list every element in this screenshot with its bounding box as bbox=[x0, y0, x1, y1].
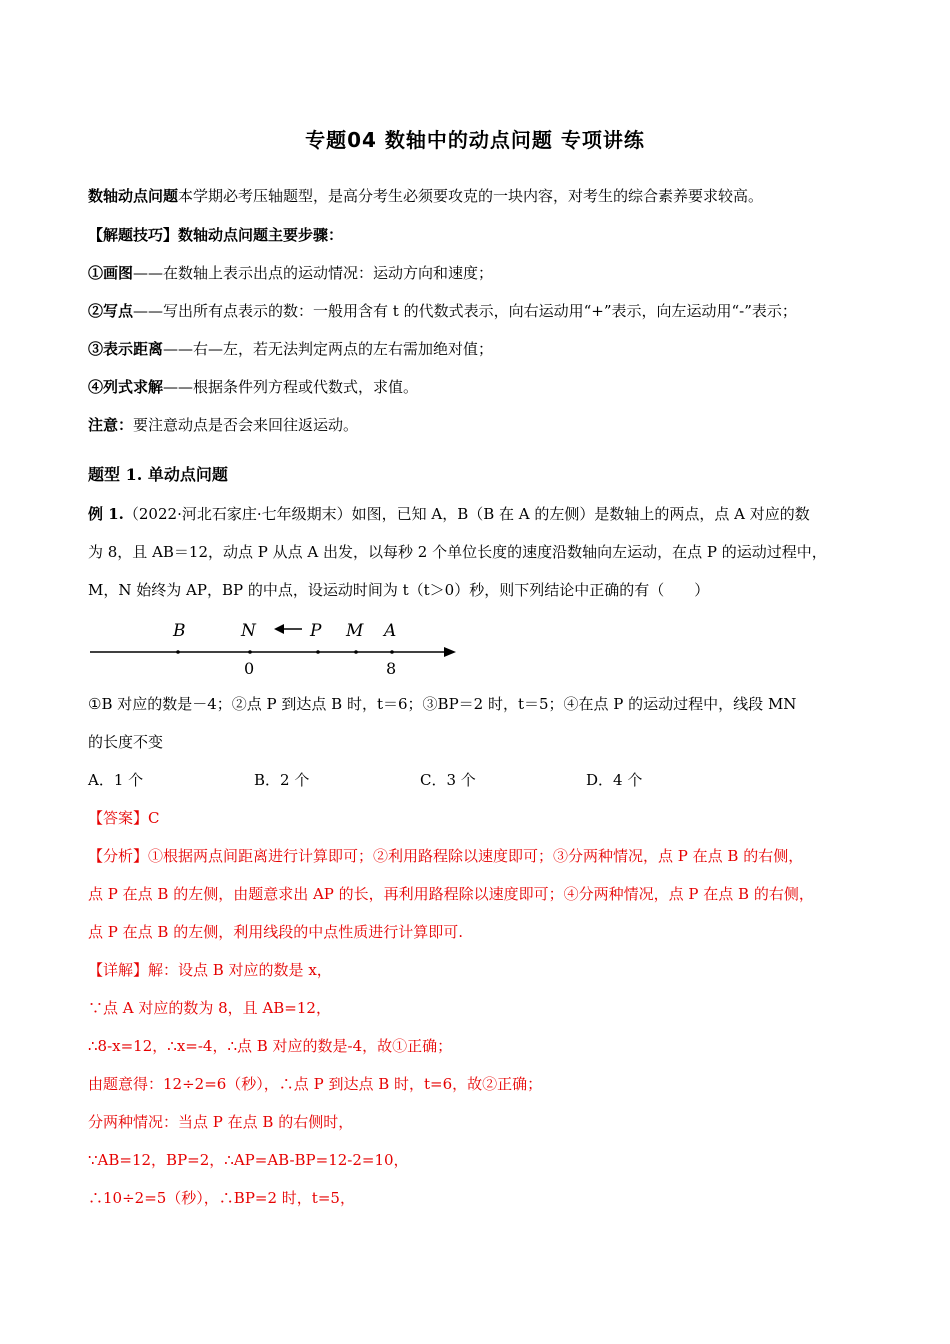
note-text: 要注意动点是否会来回往返运动。 bbox=[133, 416, 359, 434]
note bbox=[88, 414, 880, 436]
example-line-1 bbox=[88, 503, 880, 525]
solution-line: 【详解】解：设点 B 对应的数是 x， bbox=[88, 961, 332, 979]
example-line-2: 为 8，且 AB＝12，动点 P 从点 A 出发，以每秒 2 个单位长度的速度沿数轴向左运动，在点 P 的运动过程中， bbox=[88, 543, 827, 561]
step-3 bbox=[88, 338, 880, 360]
point-label-p: P bbox=[310, 621, 322, 641]
analysis-line-2: 点 P 在点 B 的左侧，由题意求出 AP 的长，再利用路程除以速度即可；④分两种情况，点 P 在点 B 的右侧， bbox=[88, 885, 814, 903]
step-2 bbox=[88, 300, 880, 322]
solution-line: 由题意得：12÷2=6（秒），∴点 P 到达点 B 时，t=6，故②正确； bbox=[88, 1075, 543, 1093]
intro-bold: 数轴动点问题 bbox=[88, 187, 179, 205]
solution-line: ∴10÷2=5（秒），∴BP=2 时，t=5， bbox=[88, 1189, 355, 1207]
step-label: ②写点 bbox=[88, 302, 134, 320]
example-text: （2022·河北石家庄·七年级期末）如图，已知 A，B（B 在 A 的左侧）是数轴上的两点，点 A 对应的数 bbox=[123, 505, 810, 523]
tick-point-m bbox=[354, 650, 358, 654]
point-label-m: M bbox=[346, 621, 364, 641]
note-label: 注意： bbox=[88, 416, 134, 434]
tick-point-p bbox=[316, 650, 320, 654]
solution-line: ∵AB=12，BP=2，∴AP=AB-BP=12-2=10， bbox=[88, 1151, 409, 1169]
intro-paragraph bbox=[88, 185, 880, 207]
option-a: A．1 个 bbox=[88, 771, 144, 789]
tick-point-b bbox=[176, 650, 180, 654]
options-row bbox=[88, 769, 880, 791]
step-text: ——写出所有点表示的数：一般用含有 t 的代数式表示，向右运动用“+”表示，向左运动用“-”表示； bbox=[133, 302, 797, 320]
number-line-figure bbox=[88, 612, 468, 684]
intro-text: 本学期必考压轴题型，是高分考生必须要攻克的一块内容，对考生的综合素养要求较高。 bbox=[178, 187, 764, 205]
step-label: ③表示距离 bbox=[88, 340, 164, 358]
step-text: ——右—左，若无法判定两点的左右需加绝对值； bbox=[163, 340, 494, 358]
axis-arrow-icon bbox=[444, 647, 456, 657]
point-label-b: B bbox=[173, 621, 186, 641]
example-label: 例 1. bbox=[88, 505, 124, 523]
statements-line-1: ①B 对应的数是－4；②点 P 到达点 B 时，t＝6；③BP＝2 时，t＝5；④在点 P 的运动过程中，线段 MN bbox=[88, 695, 797, 713]
point-label-n: N bbox=[241, 621, 256, 641]
left-arrow-icon bbox=[274, 624, 284, 634]
tick-label-8: 8 bbox=[386, 659, 397, 678]
step-label: ④列式求解 bbox=[88, 378, 164, 396]
example-line-3: M，N 始终为 AP，BP 的中点，设运动时间为 t（t＞0）秒，则下列结论中正确的有（ ） bbox=[88, 581, 710, 599]
option-b: B．2 个 bbox=[254, 771, 310, 789]
step-label: ①画图 bbox=[88, 264, 134, 282]
point-label-a: A bbox=[384, 621, 397, 641]
tick-point-0 bbox=[248, 650, 252, 654]
page-title: 专题04 数轴中的动点问题 专项讲练 bbox=[305, 128, 645, 152]
solution-line: ∴8-x=12，∴x=-4，∴点 B 对应的数是-4，故①正确； bbox=[88, 1037, 453, 1055]
step-text: ——根据条件列方程或代数式，求值。 bbox=[163, 378, 419, 396]
section-title: 题型 1. 单动点问题 bbox=[88, 465, 228, 484]
solution-line: ∵点 A 对应的数为 8，且 AB=12， bbox=[88, 999, 331, 1017]
option-c: C．3 个 bbox=[420, 771, 476, 789]
tick-point-8 bbox=[390, 650, 394, 654]
tips-heading: 【解题技巧】数轴动点问题主要步骤： bbox=[88, 226, 344, 244]
option-d: D．4 个 bbox=[586, 771, 643, 789]
step-4 bbox=[88, 376, 880, 398]
step-text: ——在数轴上表示出点的运动情况：运动方向和速度； bbox=[133, 264, 494, 282]
step-1 bbox=[88, 262, 880, 284]
answer: 【答案】C bbox=[88, 809, 160, 827]
tick-label-0: 0 bbox=[244, 659, 255, 678]
analysis-line-3: 点 P 在点 B 的左侧，利用线段的中点性质进行计算即可. bbox=[88, 923, 463, 941]
analysis-line-1: 【分析】①根据两点间距离进行计算即可；②利用路程除以速度即可；③分两种情况，点 P 在点 B 的右侧， bbox=[88, 847, 804, 865]
solution-line: 分两种情况：当点 P 在点 B 的右侧时， bbox=[88, 1113, 354, 1131]
statements-line-2: 的长度不变 bbox=[88, 733, 164, 751]
